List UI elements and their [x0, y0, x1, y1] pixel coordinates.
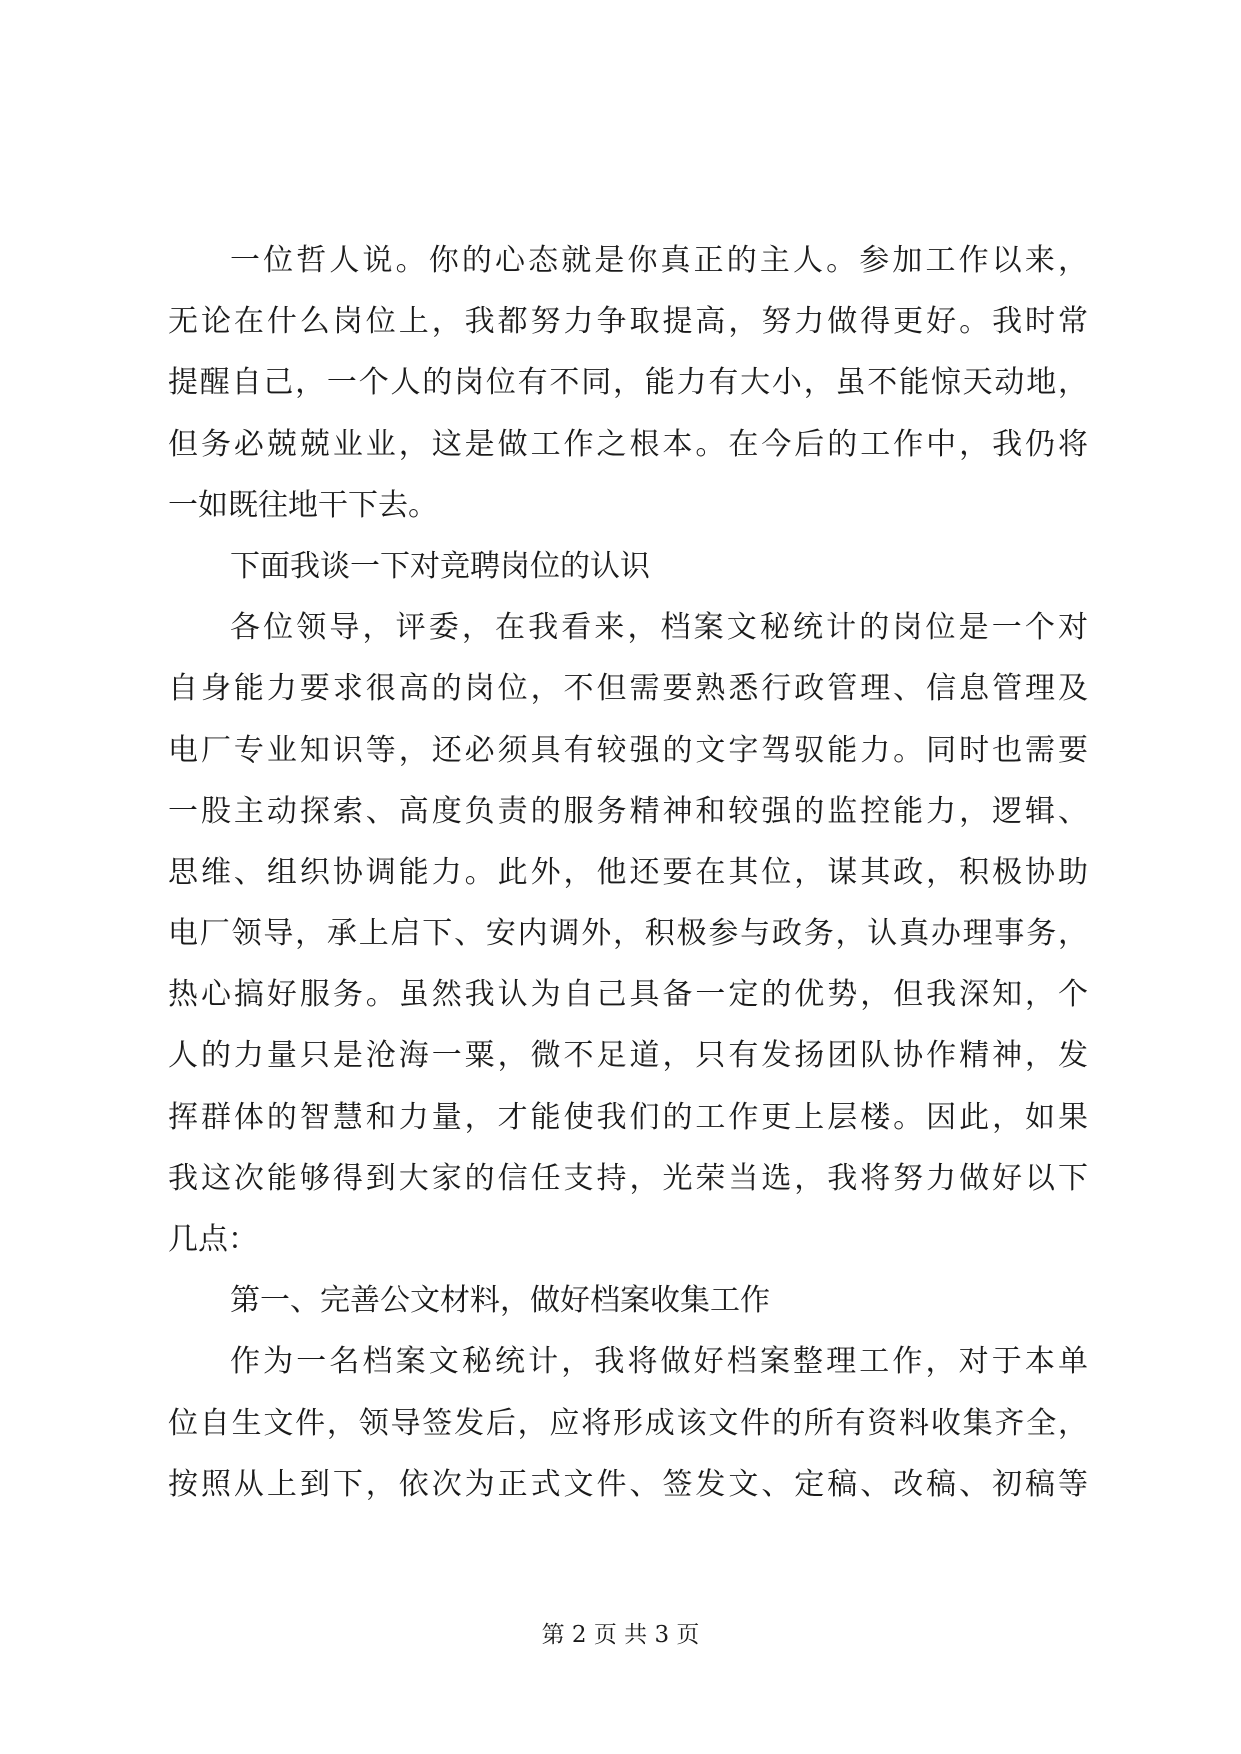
text-line: 人的力量只是沧海一粟，微不足道，只有发扬团队协作精神，发	[168, 1038, 1088, 1074]
text-line: 无论在什么岗位上，我都努力争取提高，努力做得更好。我时常	[168, 304, 1088, 340]
text-line: 一如既往地干下去。	[168, 487, 438, 523]
text-line: 下面我谈一下对竞聘岗位的认识	[230, 548, 650, 584]
text-line: 第一、完善公文材料，做好档案收集工作	[230, 1283, 770, 1319]
text-line: 但务必兢兢业业，这是做工作之根本。在今后的工作中，我仍将	[168, 426, 1088, 462]
text-line: 挥群体的智慧和力量，才能使我们的工作更上层楼。因此，如果	[168, 1099, 1088, 1135]
text-line: 一股主动探索、高度负责的服务精神和较强的监控能力，逻辑、	[168, 793, 1088, 829]
text-line: 按照从上到下，依次为正式文件、签发文、定稿、改稿、初稿等	[168, 1466, 1088, 1502]
text-line: 作为一名档案文秘统计，我将做好档案整理工作，对于本单	[230, 1344, 1088, 1380]
document-body	[168, 230, 1088, 1515]
text-line: 电厂领导，承上启下、安内调外，积极参与政务，认真办理事务，	[168, 916, 1088, 952]
text-line: 我这次能够得到大家的信任支持，光荣当选，我将努力做好以下	[168, 1160, 1088, 1196]
text-line: 位自生文件，领导签发后，应将形成该文件的所有资料收集齐全，	[168, 1405, 1088, 1441]
text-line: 自身能力要求很高的岗位，不但需要熟悉行政管理、信息管理及	[168, 671, 1088, 707]
page-footer: 第 2 页 共 3 页	[541, 1622, 700, 1648]
text-line: 提醒自己，一个人的岗位有不同，能力有大小，虽不能惊天动地，	[168, 365, 1088, 401]
text-line: 几点：	[168, 1222, 258, 1257]
text-line: 各位领导，评委，在我看来，档案文秘统计的岗位是一个对	[230, 610, 1088, 646]
text-line: 热心搞好服务。虽然我认为自己具备一定的优势，但我深知，个	[168, 977, 1088, 1013]
text-line: 思维、组织协调能力。此外，他还要在其位，谋其政，积极协助	[168, 854, 1088, 890]
text-line: 电厂专业知识等，还必须具有较强的文字驾驭能力。同时也需要	[168, 732, 1088, 768]
text-line: 一位哲人说。你的心态就是你真正的主人。参加工作以来，	[230, 243, 1088, 278]
